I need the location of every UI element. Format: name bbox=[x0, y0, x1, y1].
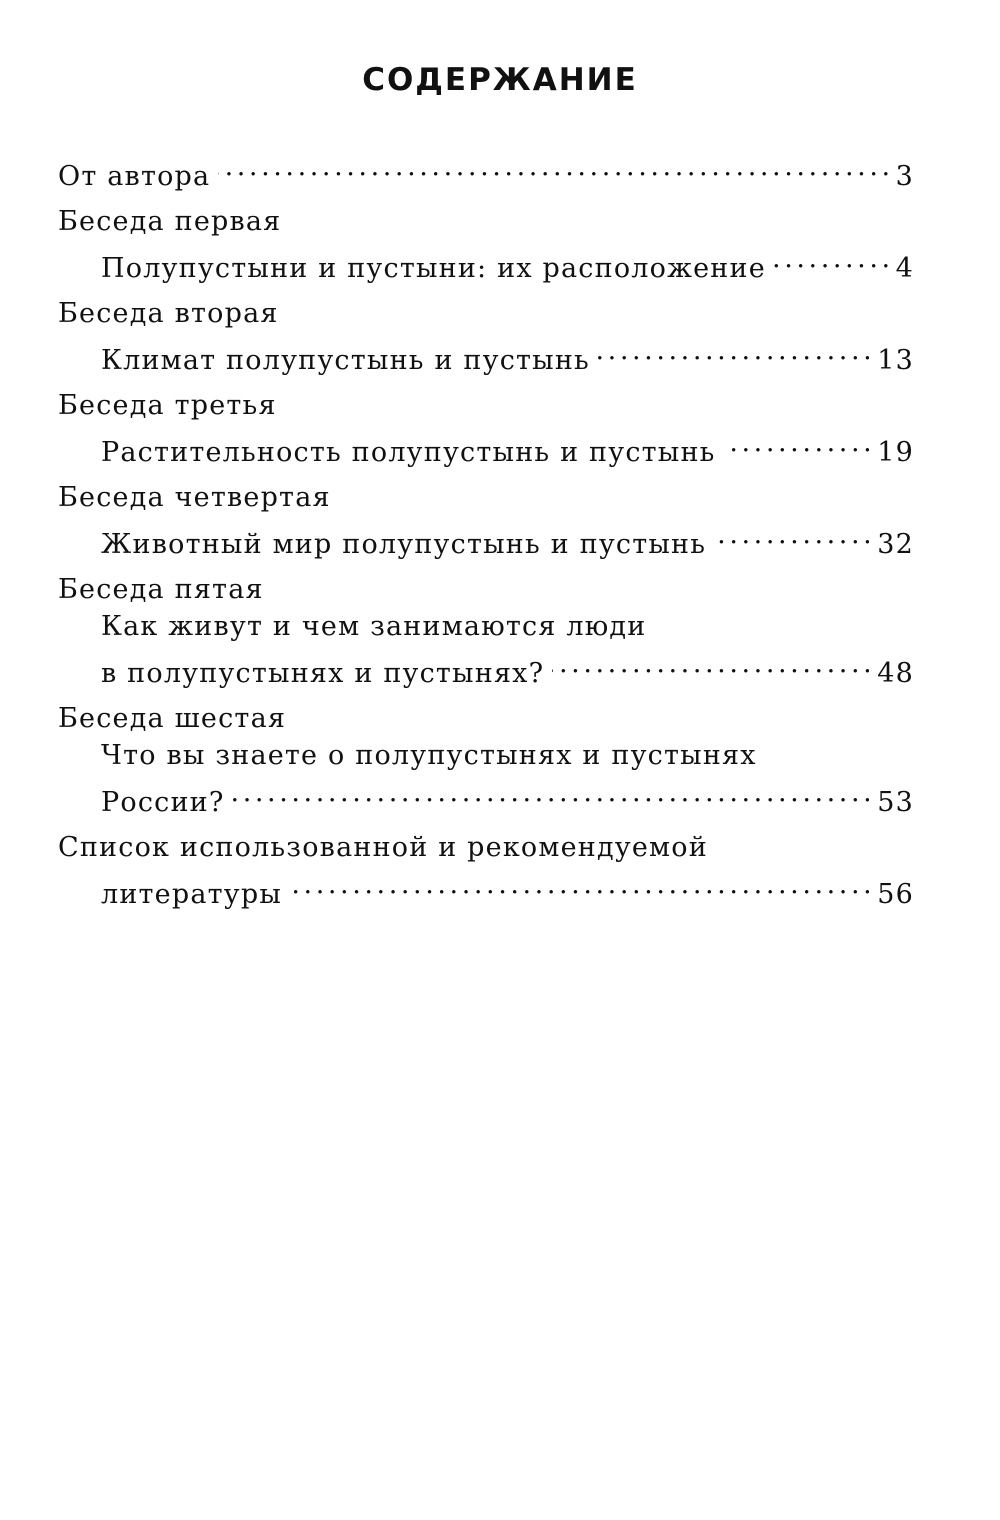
toc-heading: Беседа третья bbox=[58, 390, 277, 421]
toc-entry-foreword bbox=[58, 148, 914, 192]
toc-subtitle: России? bbox=[101, 787, 225, 818]
toc-line bbox=[58, 645, 914, 689]
toc-line bbox=[58, 829, 914, 866]
toc-subtitle: в полупустынях и пустынях? bbox=[101, 658, 545, 689]
toc-entry-conversation-1 bbox=[58, 203, 914, 284]
page-number: 48 bbox=[877, 658, 914, 689]
page-number: 13 bbox=[877, 345, 914, 376]
toc-subtitle: Климат полупустынь и пустынь bbox=[101, 345, 590, 376]
toc-heading: Беседа четвертая bbox=[58, 482, 331, 513]
toc-line bbox=[58, 608, 914, 645]
toc-heading: Беседа вторая bbox=[58, 298, 279, 329]
toc-heading: Беседа шестая bbox=[58, 703, 287, 734]
toc-subtitle: Растительность полупустынь и пустынь bbox=[101, 437, 716, 468]
toc-line bbox=[58, 240, 914, 284]
page-number: 56 bbox=[877, 879, 914, 910]
toc-line bbox=[58, 387, 914, 424]
page-number: 53 bbox=[877, 787, 914, 818]
toc-heading: От автора bbox=[58, 161, 211, 192]
toc-entry-bibliography bbox=[58, 829, 914, 910]
dot-leader bbox=[218, 148, 887, 185]
toc-subtitle: Что вы знаете о полупустынях и пустынях bbox=[101, 740, 757, 771]
toc-line bbox=[58, 203, 914, 240]
page-number: 4 bbox=[895, 253, 914, 284]
toc-heading: Список использованной и рекомендуемой bbox=[58, 832, 708, 863]
dot-leader bbox=[714, 516, 869, 553]
dot-leader bbox=[724, 424, 870, 461]
toc-heading: Беседа пятая bbox=[58, 574, 264, 605]
page-number: 32 bbox=[877, 529, 914, 560]
dot-leader bbox=[598, 332, 869, 369]
toc-entry-conversation-4 bbox=[58, 479, 914, 560]
dot-leader bbox=[233, 774, 870, 811]
toc-line bbox=[58, 737, 914, 774]
toc-heading: Беседа первая bbox=[58, 206, 282, 237]
page-title: СОДЕРЖАНИЕ bbox=[362, 62, 638, 98]
toc-line bbox=[58, 424, 914, 468]
toc-entry-conversation-6 bbox=[58, 700, 914, 818]
toc-line bbox=[58, 700, 914, 737]
toc-line bbox=[58, 148, 914, 192]
toc-line bbox=[58, 295, 914, 332]
toc-line bbox=[58, 479, 914, 516]
toc-line bbox=[58, 571, 914, 608]
toc-entry-conversation-5 bbox=[58, 571, 914, 689]
page-number: 3 bbox=[895, 161, 914, 192]
toc-subtitle: литературы bbox=[101, 879, 283, 910]
dot-leader bbox=[290, 866, 869, 903]
toc-line bbox=[58, 516, 914, 560]
table-of-contents bbox=[58, 148, 914, 910]
toc-line bbox=[58, 866, 914, 910]
dot-leader bbox=[774, 240, 888, 277]
toc-subtitle: Животный мир полупустынь и пустынь bbox=[101, 529, 707, 560]
toc-entry-conversation-2 bbox=[58, 295, 914, 376]
toc-entry-conversation-3 bbox=[58, 387, 914, 468]
toc-line bbox=[58, 332, 914, 376]
dot-leader bbox=[552, 645, 869, 682]
toc-line bbox=[58, 774, 914, 818]
page-number: 19 bbox=[877, 437, 914, 468]
toc-subtitle: Как живут и чем занимаются люди bbox=[101, 611, 647, 642]
toc-subtitle: Полупустыни и пустыни: их расположение bbox=[101, 253, 766, 284]
